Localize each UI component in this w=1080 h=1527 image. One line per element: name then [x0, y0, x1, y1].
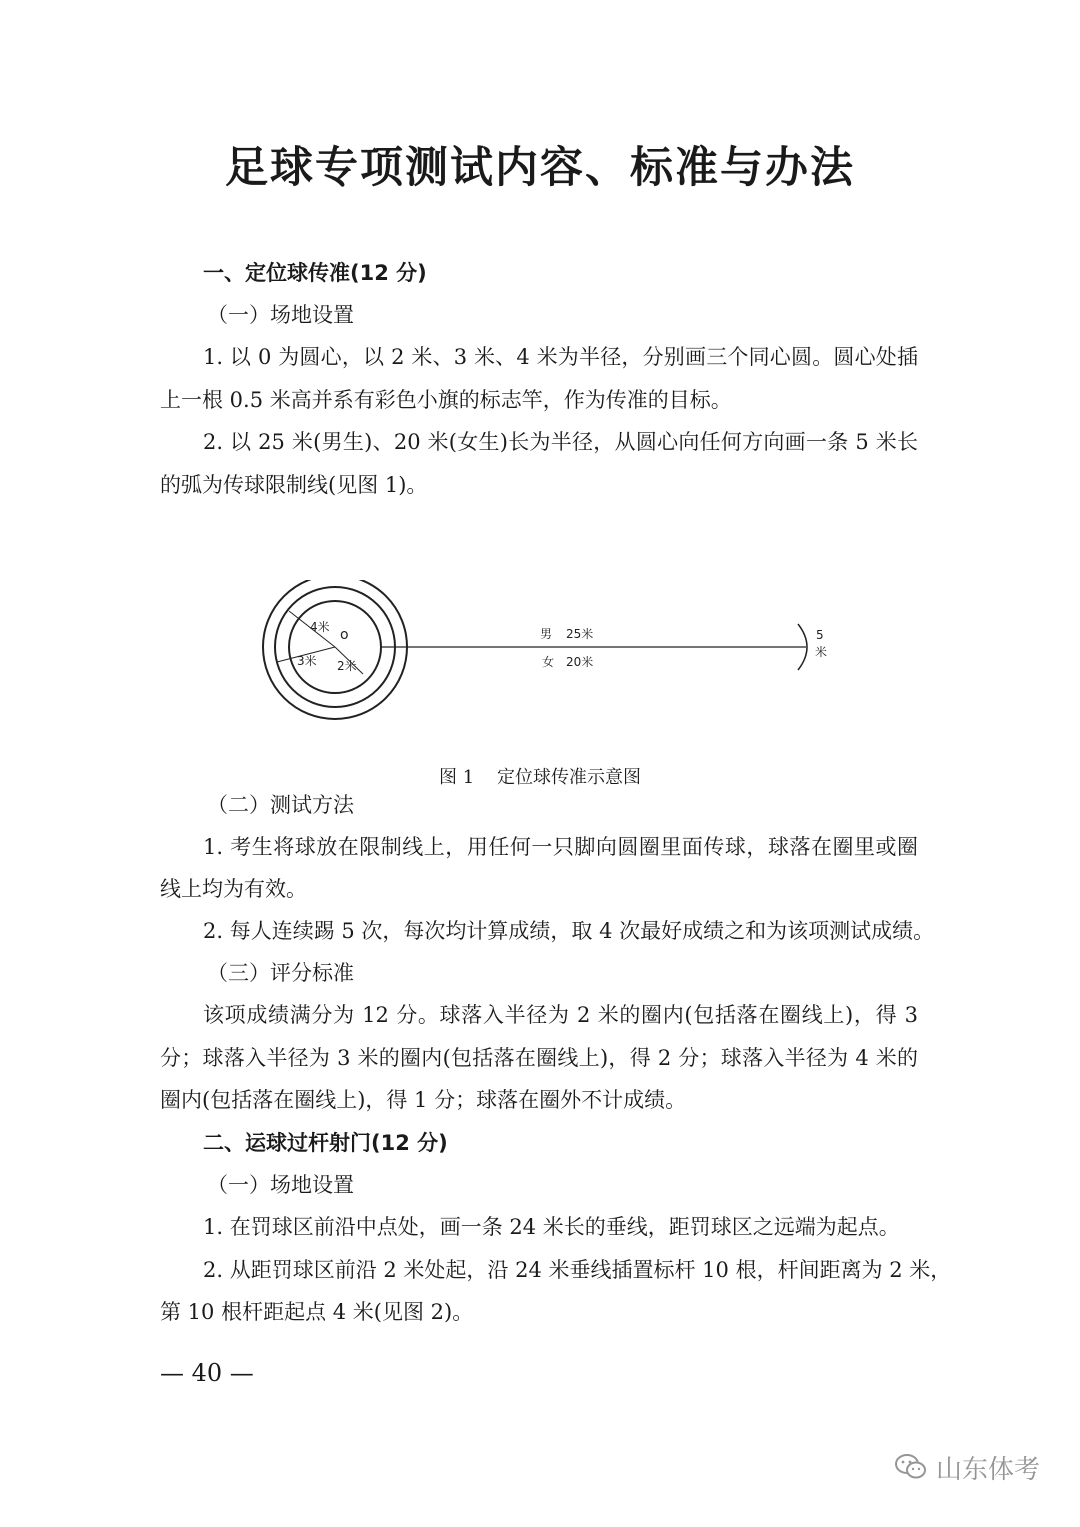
section-1-paragraph-1-line-2: 上一根 0.5 米高并系有彩色小旗的标志竿，作为传准的目标。 [160, 388, 732, 412]
radius-label-3m: 3米 [297, 654, 317, 668]
radius-label-2m: 2米 [337, 659, 357, 673]
section-2-heading: 二、运球过杆射门(12 分) [203, 1131, 448, 1155]
wechat-icon [894, 1452, 928, 1482]
section-2-paragraph-1: 1. 在罚球区前沿中点处，画一条 24 米长的垂线，距罚球区之远端为起点。 [203, 1215, 900, 1239]
scoring-line-2: 分；球落入半径为 3 米的圈内(包括落在圈线上)，得 2 分；球落入半径为 4 米的 [160, 1046, 918, 1070]
figure-1-caption: 图 1 定位球传准示意图 [438, 767, 642, 788]
scoring-line-1: 该项成绩满分为 12 分。球落入半径为 2 米的圈内(包括落在圈线上)，得 3 [203, 1003, 918, 1027]
section-1-method-1-line-2: 线上均为有效。 [160, 877, 307, 901]
watermark-text: 山东体考 [935, 1454, 1040, 1485]
female-distance-label: 20米 [566, 655, 594, 669]
female-label: 女 [542, 655, 555, 669]
section-1-heading: 一、定位球传准(12 分) [203, 261, 427, 285]
male-distance-label: 25米 [566, 627, 594, 641]
section-1-paragraph-1-line-1: 1. 以 0 为圆心，以 2 米、3 米、4 米为半径，分别画三个同心圆。圆心处插 [203, 345, 918, 369]
section-1-sub-2-heading: （二）测试方法 [207, 793, 354, 817]
arc-length-unit: 米 [815, 645, 828, 659]
section-1-method-1-line-1: 1. 考生将球放在限制线上，用任何一只脚向圆圈里面传球，球落在圈里或圈 [203, 835, 918, 859]
arc-length-number: 5 [816, 628, 824, 642]
scoring-line-3: 圈内(包括落在圈线上)，得 1 分；球落在圈外不计成绩。 [160, 1088, 687, 1112]
section-1-sub-1-heading: （一）场地设置 [207, 303, 354, 327]
page-number: — 40 — [160, 1359, 254, 1387]
section-1-paragraph-2-line-2: 的弧为传球限制线(见图 1)。 [160, 473, 428, 497]
section-2-paragraph-2-line-2: 第 10 根杆距起点 4 米(见图 2)。 [160, 1300, 474, 1324]
male-label: 男 [540, 627, 553, 641]
section-1-sub-3-heading: （三）评分标准 [207, 961, 354, 985]
center-label: o [340, 627, 349, 643]
page-title: 足球专项测试内容、标准与办法 [225, 143, 855, 193]
watermark [894, 1447, 1040, 1487]
section-2-sub-1-heading: （一）场地设置 [207, 1173, 354, 1197]
section-1-method-2: 2. 每人连续踢 5 次，每次均计算成绩，取 4 次最好成绩之和为该项测试成绩。 [203, 919, 935, 943]
radius-label-4m: 4米 [310, 620, 330, 634]
figure-1-diagram [240, 580, 880, 730]
section-2-paragraph-2-line-1: 2. 从距罚球区前沿 2 米处起，沿 24 米垂线插置标杆 10 根，杆间距离为 2 米， [203, 1258, 952, 1282]
section-1-paragraph-2-line-1: 2. 以 25 米(男生)、20 米(女生)长为半径，从圆心向任何方向画一条 5 米长 [203, 430, 918, 454]
